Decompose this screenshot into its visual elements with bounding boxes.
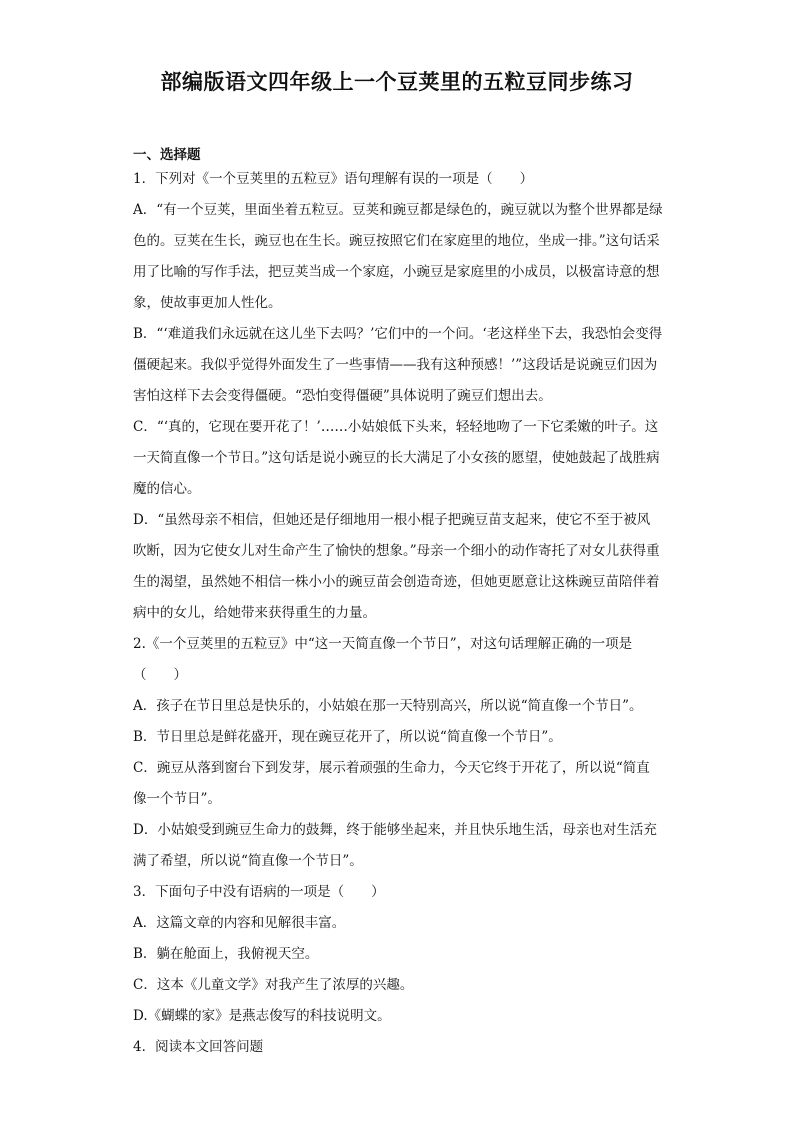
exercise-content [133,146,663,1063]
question-stem: 3．下面句子中没有语病的一项是（ ） [133,884,385,900]
option-b: B．躺在舱面上，我俯视天空。 [133,946,319,962]
option-a: A．这篇文章的内容和见解很丰富。 [133,915,346,931]
question-2 [133,629,663,877]
option-d: D.《蝴蝶的家》是燕志俊写的科技说明文。 [133,1008,391,1024]
page-title: 部编版语文四年级上一个豆荚里的五粒豆同步练习 [160,69,634,94]
option-a: A．“有一个豆荚，里面坐着五粒豆。豆荚和豌豆都是绿色的，豌豆就以为整个世界都是绿色的。豆荚在生长，豌豆也在生长。豌豆按照它们在家庭里的地位，坐成一排。”这句话采用了比喻的写作手法，把豆荚当成一个家庭，小豌豆是家庭里的小成员，以极富诗意的想象，使故事更加人性化。 [133,202,663,311]
option-b: B．“‘难道我们永远就在这儿坐下去吗？’它们中的一个问。‘老这样坐下去，我恐怕会变得僵硬起来。我似乎觉得外面发生了一些事情——我有这种预感！’”这段话是说豌豆们因为害怕这样下去会变得僵硬。“恐怕变得僵硬”具体说明了豌豆们想出去。 [133,326,663,404]
option-d: D．小姑娘受到豌豆生命力的鼓舞，终于能够坐起来，并且快乐地生活，母亲也对生活充满了希望，所以说“简直像一个节日”。 [133,822,657,869]
option-c: C．“‘真的，它现在要开花了！’……小姑娘低下头来，轻轻地吻了一下它柔嫩的叶子。这一天简直像一个节日。”这句话是说小豌豆的长大满足了小女孩的愿望，使她鼓起了战胜病魔的信心。 [133,419,660,497]
question-stem: 1．下列对《一个豆荚里的五粒豆》语句理解有误的一项是（ ） [133,171,534,187]
question-stem: 4．阅读本文回答问题 [133,1039,264,1055]
question-stem: 2.《一个豆荚里的五粒豆》中“这一天简直像一个节日”，对这句话理解正确的一项是（ ） [133,636,633,683]
section-heading: 一、选择题 [133,147,201,163]
option-b: B．节日里总是鲜花盛开，现在豌豆花开了，所以说“简直像一个节日”。 [133,729,562,745]
option-a: A．孩子在节日里总是快乐的，小姑娘在那一天特别高兴，所以说“简直像一个节日”。 [133,698,643,714]
option-c: C．豌豆从落到窗台下到发芽，展示着顽强的生命力，今天它终于开花了，所以说“简直像一个节日”。 [133,760,650,807]
question-1 [133,164,663,629]
option-c: C．这本《儿童文学》对我产生了浓厚的兴趣。 [133,977,414,993]
question-4 [133,1032,663,1063]
option-d: D．“虽然母亲不相信，但她还是仔细地用一根小棍子把豌豆苗支起来，使它不至于被风吹断，因为它使女儿对生命产生了愉快的想象。”母亲一个细小的动作寄托了对女儿获得重生的渴望，虽然她不相信一株小小的豌豆苗会创造奇迹，但她更愿意让这株豌豆苗陪伴着病中的女儿，给她带来获得重生的力量。 [133,512,660,621]
question-3 [133,877,663,1032]
